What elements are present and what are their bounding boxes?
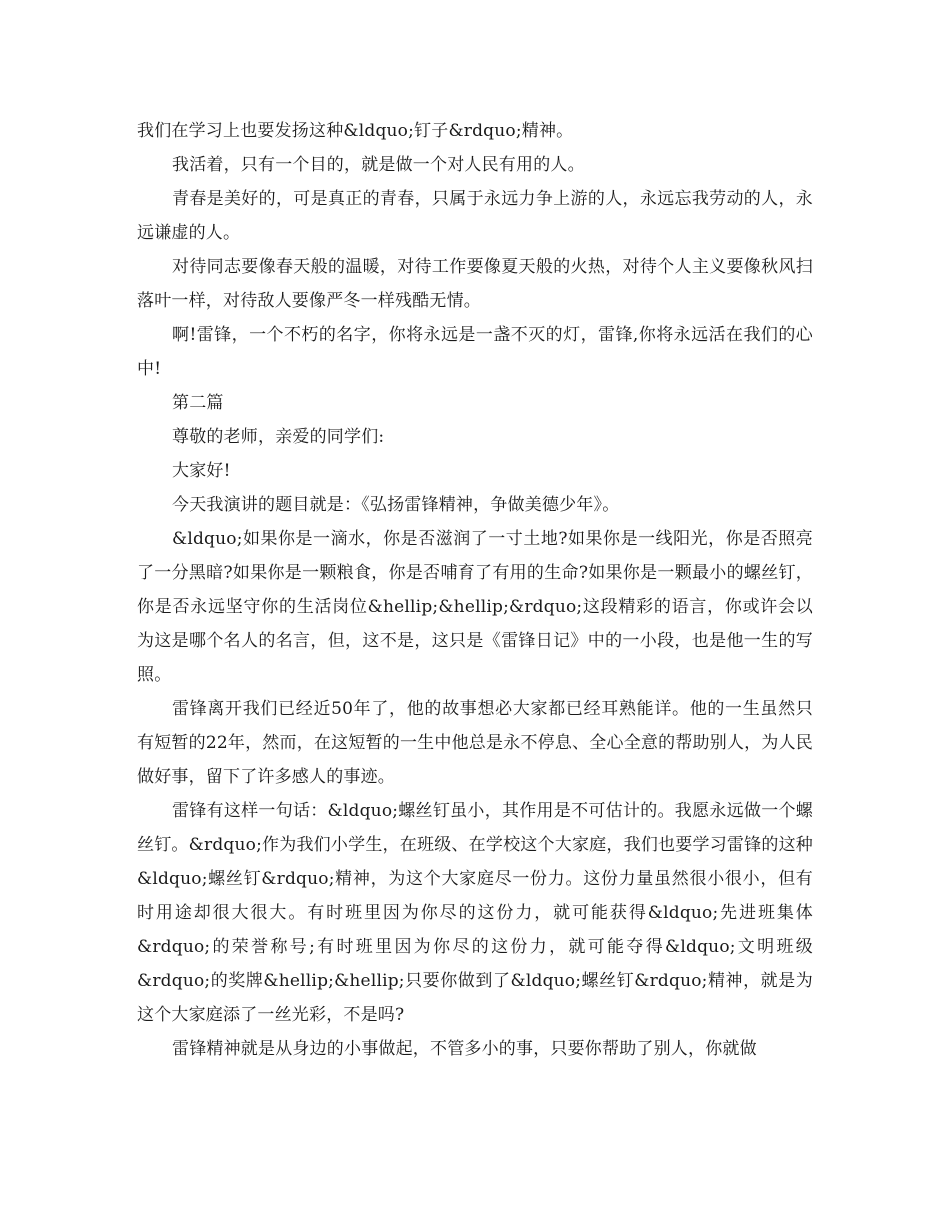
paragraph: 雷锋有这样一句话：&ldquo;螺丝钉虽小，其作用是不可估计的。我愿永远做一个螺丝钉。&rdquo;作为我们小学生，在班级、在学校这个大家庭，我们也要学习雷锋的这种&ldquo;螺丝钉&rdquo;精神，为这个大家庭尽一份力。这份力量虽然很小很小，但有时用途却很大很大。有时班里因为你尽的这份力，就可能获得&ldquo;先进班集体&rdquo;的荣誉称号;有时班里因为你尽的这份力，就可能夺得&ldquo;文明班级&rdquo;的奖牌&hellip;&hellip;只要你做到了&ldquo;螺丝钉&rdquo;精神，就是为这个大家庭添了一丝光彩，不是吗?: [137, 801, 813, 1025]
paragraph: &ldquo;如果你是一滴水，你是否滋润了一寸土地?如果你是一线阳光，你是否照亮了一分黑暗?如果你是一颗粮食，你是否哺育了有用的生命?如果你是一颗最小的螺丝钉，你是否永远坚守你的生活岗位&hellip;&hellip;&rdquo;这段精彩的语言，你或许会以为这是哪个名人的名言，但，这不是，这只是《雷锋日记》中的一小段，也是他一生的写照。: [137, 529, 813, 685]
paragraph: 我活着，只有一个目的，就是做一个对人民有用的人。: [172, 155, 585, 175]
greeting: 大家好!: [172, 461, 231, 481]
section-heading: 第二篇: [172, 393, 224, 413]
paragraph: 啊!雷锋，一个不朽的名字，你将永远是一盏不灭的灯，雷锋,你将永远活在我们的心中!: [137, 325, 813, 379]
document-body: [137, 114, 813, 1066]
paragraph: 我们在学习上也要发扬这种&ldquo;钉子&rdquo;精神。: [137, 121, 574, 141]
salutation: 尊敬的老师，亲爱的同学们:: [172, 427, 385, 447]
paragraph: 雷锋精神就是从身边的小事做起，不管多小的事，只要你帮助了别人，你就做: [172, 1039, 757, 1059]
paragraph: 雷锋离开我们已经近50年了，他的故事想必大家都已经耳熟能详。他的一生虽然只有短暂的22年，然而，在这短暂的一生中他总是永不停息、全心全意的帮助别人，为人民做好事，留下了许多感人的事迹。: [137, 699, 813, 787]
paragraph: 青春是美好的，可是真正的青春，只属于永远力争上游的人，永远忘我劳动的人，永远谦虚的人。: [137, 189, 813, 243]
paragraph: 对待同志要像春天般的温暖，对待工作要像夏天般的火热，对待个人主义要像秋风扫落叶一样，对待敌人要像严冬一样残酷无情。: [137, 257, 813, 311]
speech-title-line: 今天我演讲的题目就是：《弘扬雷锋精神，争做美德少年》。: [172, 495, 620, 515]
